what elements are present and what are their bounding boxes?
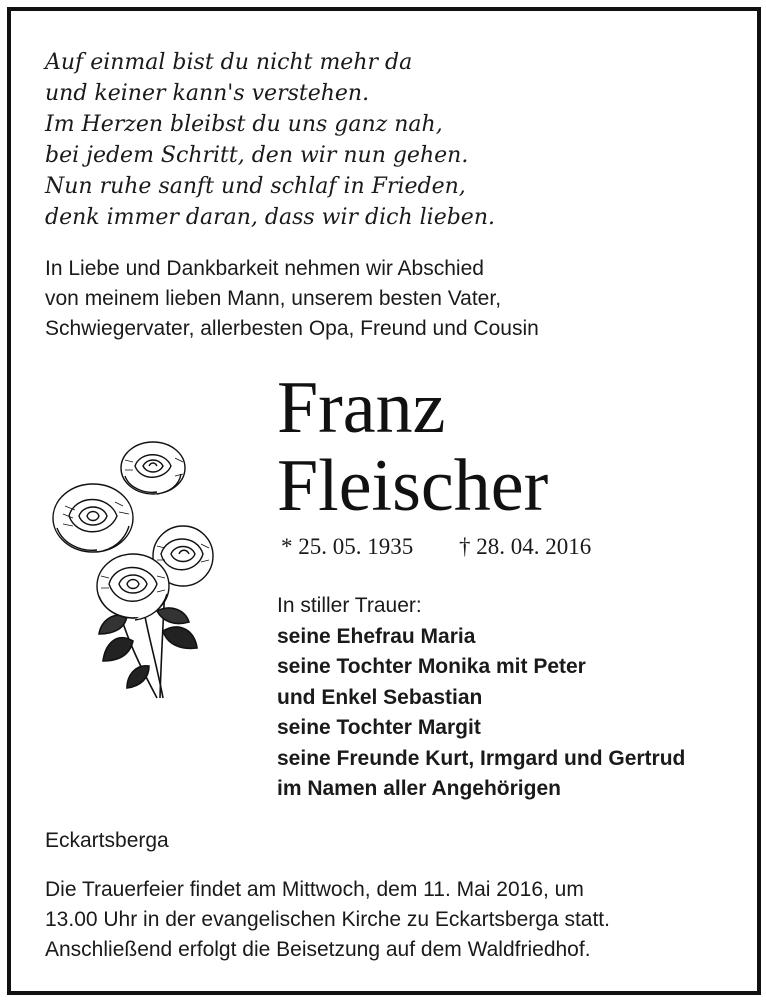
farewell-line: In Liebe und Dankbarkeit nehmen wir Abschied [45, 257, 484, 280]
service-line: Die Trauerfeier findet am Mittwoch, dem 11. Mai 2016, um [45, 878, 584, 901]
mourner-line: im Namen aller Angehörigen [277, 777, 561, 800]
service-line: 13.00 Uhr in der evangelischen Kirche zu Eckartsberga statt. [45, 908, 610, 931]
poem [45, 47, 495, 233]
poem-line: bei jedem Schritt, den wir nun gehen. [45, 143, 469, 168]
service-info [45, 875, 610, 965]
last-name: Fleischer [277, 445, 549, 527]
mourner-line: seine Freunde Kurt, Irmgard und Gertrud [277, 746, 686, 770]
roses-illustration [45, 436, 215, 701]
mourners-heading: In stiller Trauer: [277, 594, 422, 617]
service-line: Anschließend erfolgt die Beisetzung auf dem Waldfriedhof. [45, 938, 591, 961]
mourner-line: seine Ehefrau Maria [277, 624, 476, 648]
mourners-list [277, 591, 685, 805]
farewell-text [45, 254, 539, 344]
farewell-line: Schwiegervater, allerbesten Opa, Freund und Cousin [45, 317, 539, 340]
mourner-line: seine Tochter Margit [277, 716, 481, 739]
death-date: † 28. 04. 2016 [459, 534, 592, 559]
life-dates [281, 534, 591, 560]
mourner-line: seine Tochter Monika mit Peter [277, 655, 586, 678]
poem-line: Auf einmal bist du nicht mehr da [45, 50, 413, 75]
farewell-line: von meinem lieben Mann, unserem besten Vater, [45, 287, 502, 310]
first-name: Franz [277, 367, 446, 449]
poem-line: Nun ruhe sanft und schlaf in Frieden, [45, 174, 466, 199]
obituary-frame [7, 7, 761, 995]
poem-line: Im Herzen bleibst du uns ganz nah, [45, 112, 443, 137]
poem-line: und keiner kann's verstehen. [45, 81, 370, 106]
birth-date: * 25. 05. 1935 [281, 534, 414, 559]
deceased-name [277, 369, 548, 525]
mourner-line: und Enkel Sebastian [277, 685, 483, 709]
place-name: Eckartsberga [45, 829, 169, 852]
poem-line: denk immer daran, dass wir dich lieben. [45, 205, 495, 230]
